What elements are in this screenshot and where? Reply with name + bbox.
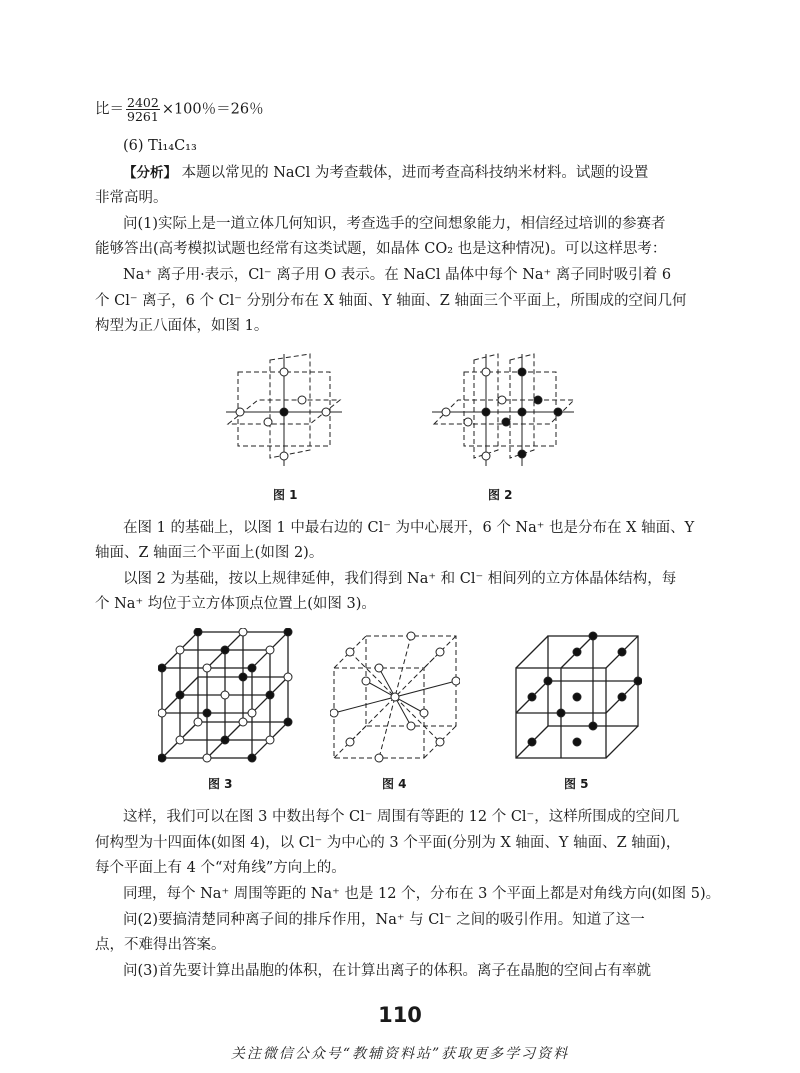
text-line: 点，不难得出答案。: [95, 937, 226, 953]
text-line: 以图 2 为基础，按以上规律延伸，我们得到 Na⁺ 和 Cl⁻ 相间列的立方体晶体结构，每: [123, 571, 677, 587]
fraction: [126, 96, 160, 123]
formula-suffix: ×100％＝26％: [161, 101, 264, 118]
analysis-text: 本题以常见的 NaCl 为考查载体，进而考查高科技纳米材料。试题的设置: [177, 165, 649, 181]
fraction-denominator: 9261: [127, 109, 159, 124]
text-line: 个 Na⁺ 均位于立方体顶点位置上(如图 3)。: [95, 596, 376, 612]
analysis-intro: [95, 161, 710, 186]
text-line: 每个平面上有 4 个“对角线”方向上的。: [95, 860, 346, 876]
footer-watermark: 关注微信公众号“教辅资料站”获取更多学习资料: [230, 1046, 570, 1062]
figure-3-nacl-lattice: [158, 628, 298, 763]
text-line: 个 Cl⁻ 离子，6 个 Cl⁻ 分别分布在 X 轴面、Y 轴面、Z 轴面三个平面上，所围成的空间几何: [95, 293, 687, 309]
figure-1-caption: 图 1: [273, 488, 298, 502]
text-line: 在图 1 的基础上，以图 1 中最右边的 Cl⁻ 为中心展开，6 个 Na⁺ 也是分布在 X 轴面、Y: [123, 520, 695, 536]
figure-4-caption: 图 4: [382, 777, 407, 791]
figure-5-na-coordination: [512, 628, 642, 763]
figure-1-octahedron: [222, 350, 347, 470]
text-line: 同理，每个 Na⁺ 周围等距的 Na⁺ 也是 12 个，分布在 3 个平面上都是对角线方向(如图 5)。: [123, 886, 721, 902]
answer-6: (6) Ti₁₄C₁₃: [123, 138, 197, 154]
figure-4-cl-coordination: [330, 628, 460, 763]
formula-prefix: 比＝: [95, 101, 124, 118]
text-line: 轴面、Z 轴面三个平面上(如图 2)。: [95, 545, 324, 561]
text-line: 构型为正八面体，如图 1。: [95, 318, 269, 334]
analysis-tag: 【分析】: [123, 165, 177, 181]
text-line: 问(3)首先要计算出晶胞的体积，在计算出离子的体积。离子在晶胞的空间占有率就: [123, 963, 652, 979]
text-line: 非常高明。: [95, 190, 168, 206]
text-line: 能够答出(高考模拟试题也经常有这类试题，如晶体 CO₂ 也是这种情况)。可以这样思考：: [95, 241, 667, 257]
formula-line: [95, 96, 710, 123]
figure-2-caption: 图 2: [488, 488, 513, 502]
figure-5-caption: 图 5: [564, 777, 589, 791]
page-number: 110: [378, 1003, 422, 1027]
text-line: 这样，我们可以在图 3 中数出每个 Cl⁻ 周围有等距的 12 个 Cl⁻，这样所围成的空间几: [123, 809, 680, 825]
figure-3-caption: 图 3: [208, 777, 233, 791]
text-line: Na⁺ 离子用·表示，Cl⁻ 离子用 O 表示。在 NaCl 晶体中每个 Na⁺ 离子同时吸引着 6: [123, 267, 672, 283]
figure-2-expansion: [428, 350, 578, 470]
text-line: 问(1)实际上是一道立体几何知识，考查选手的空间想象能力，相信经过培训的参赛者: [123, 216, 666, 232]
text-line: 问(2)要搞清楚同种离子间的排斥作用，Na⁺ 与 Cl⁻ 之间的吸引作用。知道了这一: [123, 912, 645, 928]
fraction-numerator: 2402: [127, 95, 159, 110]
text-line: 何构型为十四面体(如图 4)，以 Cl⁻ 为中心的 3 个平面(分别为 X 轴面、Y 轴面、Z 轴面)，: [95, 835, 681, 851]
